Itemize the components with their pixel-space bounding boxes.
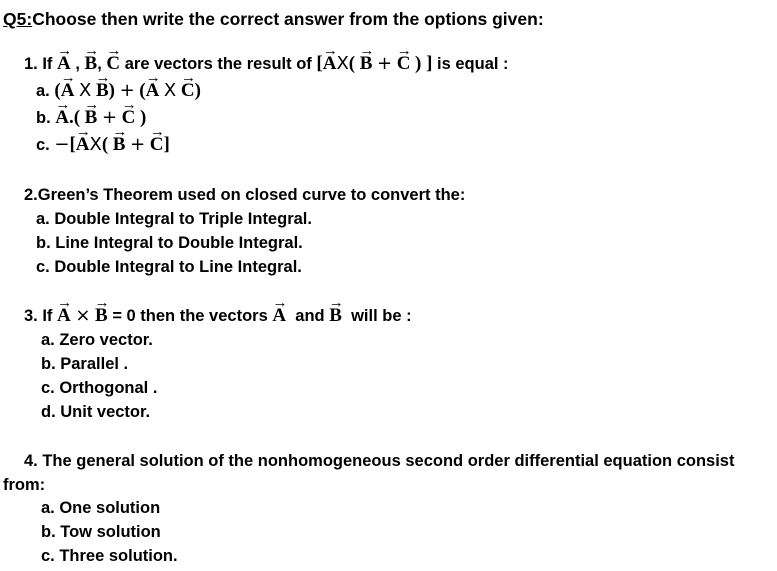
vector-c: C →: [122, 107, 136, 129]
q3-option-a: a. Zero vector.: [41, 331, 153, 349]
q1-prefix: 1. If: [24, 55, 53, 73]
q1-tail: is equal :: [437, 55, 509, 73]
vector-b: B →: [85, 107, 98, 129]
q2-option-b: b. Line Integral to Double Integral.: [36, 234, 303, 252]
option-letter: b.: [36, 109, 51, 127]
q3-tail: will be :: [351, 307, 412, 325]
q2-option-c: c. Double Integral to Line Integral.: [36, 258, 302, 276]
vector-c: C →: [181, 80, 195, 102]
q1-option-c: c. −[A →X( B → + C →]: [36, 134, 170, 156]
q2-option-a: a. Double Integral to Triple Integral.: [36, 210, 312, 228]
vector-a: A →: [146, 80, 160, 102]
q2-stem: 2.Green’s Theorem used on closed curve to convert the:: [24, 186, 466, 204]
q1-text: are vectors the result of: [124, 55, 312, 73]
vector-c: C →: [106, 53, 120, 75]
option-letter: a.: [36, 82, 50, 100]
vector-b: B →: [85, 53, 98, 75]
vector-b: B →: [96, 80, 109, 102]
question-instruction: Choose then write the correct answer from the options given:: [32, 9, 544, 29]
q1-option-b: b. A →.( B → + C → ): [36, 107, 146, 129]
vector-b: B →: [113, 134, 126, 156]
q3-prefix: 3. If: [24, 307, 53, 325]
vector-a: A →: [323, 53, 337, 75]
q4-option-c: c. Three solution.: [41, 547, 178, 565]
vector-b: B →: [95, 305, 108, 327]
q4-stem-line1: 4. The general solution of the nonhomogeneous second order differential equation consist: [24, 452, 735, 470]
q1-stem: 1. If A → , B →, C → are vectors the result of [A →X( B → + C → ) ] is equal :: [24, 53, 509, 75]
vector-a: A →: [55, 107, 69, 129]
vector-a: A →: [57, 305, 71, 327]
q3-option-b: b. Parallel .: [41, 355, 129, 373]
vector-b: B →: [329, 305, 342, 327]
vector-a: A →: [61, 80, 75, 102]
vector-b: B →: [360, 53, 373, 75]
q3-option-d: d. Unit vector.: [41, 403, 151, 421]
vector-a: A →: [76, 134, 90, 156]
q3-and: and: [295, 307, 325, 325]
vector-c: C →: [150, 134, 164, 156]
vector-a: A →: [57, 53, 71, 75]
q3-stem: 3. If A → × B → = 0 then the vectors A → and B → will be :: [24, 305, 412, 327]
q4-option-a: a. One solution: [41, 499, 161, 517]
question-label: Q5:: [3, 9, 33, 29]
vector-a: A →: [272, 305, 286, 327]
q1-option-a: a. (A → X B →) + (A → X C →): [36, 80, 201, 102]
option-letter: c.: [36, 136, 50, 154]
q3-equals: = 0 then the vectors: [112, 307, 268, 325]
q3-option-c: c. Orthogonal .: [41, 379, 158, 397]
q4-stem-line2: from:: [3, 476, 46, 494]
question-header: [3, 8, 544, 30]
q4-option-b: b. Tow solution: [41, 523, 161, 541]
vector-c: C →: [397, 53, 411, 75]
